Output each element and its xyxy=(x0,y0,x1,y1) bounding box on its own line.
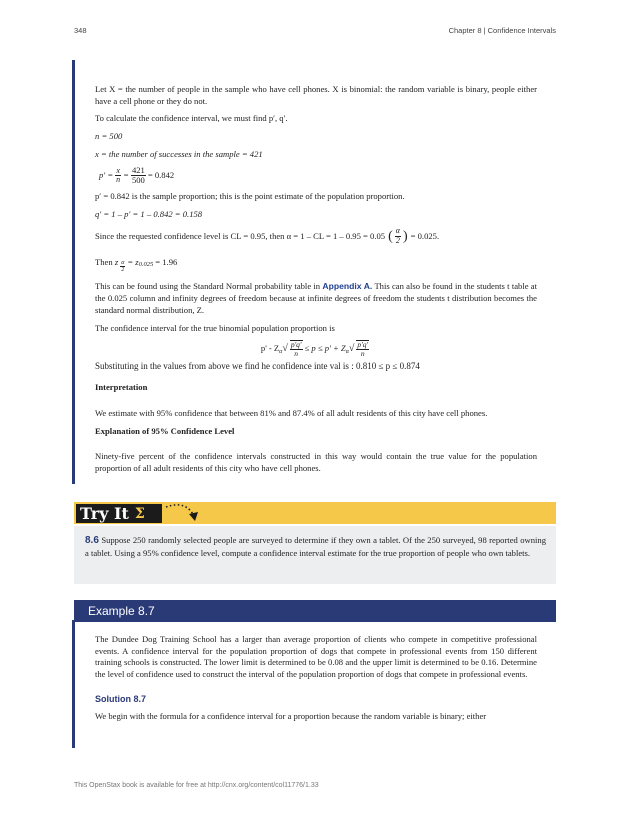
cl-equation: Since the requested confidence level is CL = 0.95, then α = 1 – CL = 1 – 0.95 = 0.05 ( $\frac{\alpha}{2}$ ) = 0.025. xyxy=(95,226,440,245)
paragraph: p′ = 0.842 is the sample proportion; this is the point estimate of the population proportion. xyxy=(95,191,405,202)
substitution-line: Substituting in the values from above we find he confidence inte val is : 0.810 ≤ p ≤ 0.874 xyxy=(95,360,420,371)
paragraph: To calculate the confidence interval, we must find p′, q′. xyxy=(95,113,288,124)
section-rule xyxy=(72,60,75,484)
paragraph: This can be found using the Standard Normal probability table in Appendix A. This can also be found in the students t table at the 0.025 column and infinity degrees of freedom because at infinite degrees of freedom the students t distribution becomes the standard normal distribution, Z. xyxy=(95,281,537,315)
n-line: n = 500 xyxy=(95,131,123,142)
interpretation-heading: Interpretation xyxy=(95,382,148,393)
example-content xyxy=(95,634,537,729)
page-number: 348 xyxy=(74,26,87,35)
main-content xyxy=(95,84,537,481)
footer-note: This OpenStax book is available for free at http://cnx.org/content/col11776/1.33 xyxy=(74,782,319,789)
paragraph: Ninety-five percent of the confidence intervals constructed in this way would contain the true value for the population proportion of all adult residents of this city who have cell phones. xyxy=(95,451,537,473)
example-rule xyxy=(72,620,75,748)
exercise-text: Suppose 250 randomly selected people are surveyed to determine if they own a tablet. Of the 250 surveyed, 98 reported owning a tablet. Using a 95% confidence level, compute a confidence interval estimate for the true proportion of people who own tablets. xyxy=(85,535,546,558)
x-line: x = the number of successes in the sample = 421 xyxy=(95,148,263,159)
dotted-arrow-icon xyxy=(164,502,204,524)
q-line: q′ = 1 – p′ = 1 – 0.842 = 0.158 xyxy=(95,209,203,220)
paragraph: We estimate with 95% confidence that between 81% and 87.4% of all adult residents of this city have cell phones. xyxy=(95,407,488,418)
z-equation: Then z $\frac{\alpha}{2}$ = z 0.025 = 1.96 xyxy=(95,256,178,274)
paragraph: The confidence interval for the true binomial population proportion is xyxy=(95,322,335,333)
appendix-a-link[interactable]: Appendix A. xyxy=(322,281,373,292)
solution-heading: Solution 8.7 xyxy=(95,693,147,704)
example-heading: Example 8.7 xyxy=(74,600,556,622)
chapter-title: Chapter 8 | Confidence Intervals xyxy=(448,26,556,35)
exercise-box xyxy=(74,526,556,584)
paragraph: We begin with the formula for a confidence interval for a proportion because the random variable is binary; either xyxy=(95,710,487,721)
paragraph: The Dundee Dog Training School has a larger than average proportion of clients who compete in competitive professional events. A confidence interval for the population proportion of dogs that compete in professional events from 150 different training schools is constructed. The lower limit is determined to be 0.08 and the upper limit is determined to be 0.16. Determine the level of confidence used to construct the interval of the population proportion of dogs that compete in professional events. xyxy=(95,634,537,680)
exercise-number: 8.6 xyxy=(85,535,99,546)
sigma-icon: Σ xyxy=(134,505,145,522)
try-it-banner xyxy=(74,502,556,524)
explanation-heading: Explanation of 95% Confidence Level xyxy=(95,425,235,436)
try-it-label: Try It Σ xyxy=(76,504,162,523)
paragraph: Let X = the number of people in the sample who have cell phones. X is binomial: the random variable is binary, people either have a cell phone or they do not. xyxy=(95,84,537,106)
ci-formula: p' - Z α √ $\frac{p'q'}{n}$ ≤ p ≤ p' + Z α √ $\frac{p'q'}{n}$ xyxy=(260,340,369,359)
pprime-equation: p′ = $\frac{x}{n}$ = $\frac{421}{500}$ = 0.842 xyxy=(99,165,175,186)
